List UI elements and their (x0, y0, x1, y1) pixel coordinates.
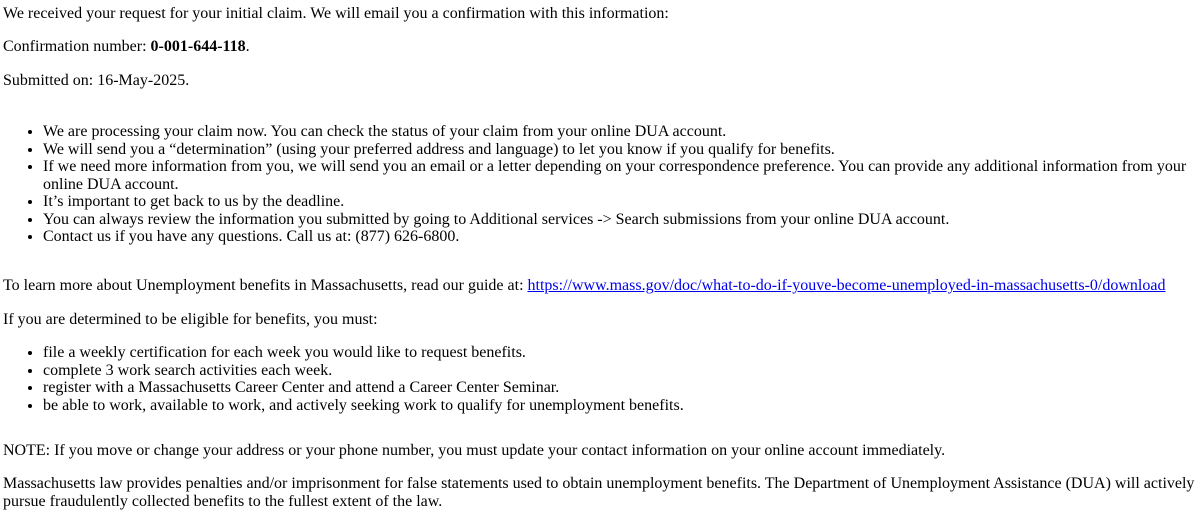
list-item: • It’s important to get back to us by the deadline. (43, 193, 1195, 210)
confirmation-content (3, 5, 1195, 510)
intro-text: We received your request for your initial claim. We will email you a confirmation with this information: (3, 5, 669, 22)
list-item: • If we need more information from you, we will send you an email or a letter depending on your correspondence preference. You can provide any additional information from your online DUA account. (43, 158, 1195, 193)
eligibility-intro: If you are determined to be eligible for benefits, you must: (3, 310, 378, 328)
legal-text: Massachusetts law provides penalties and/or imprisonment for false statements used to obtain unemployment benefits. The Department of Unemployment Assistance (DUA) will actively pursue fraudulently collected benefits to the fullest extent of the law. (3, 475, 1195, 510)
list-item: • We will send you a “determination” (using your preferred address and language) to let you know if you qualify for benefits. (43, 141, 1195, 158)
submitted-line: Submitted on: 16-May-2025. (3, 71, 190, 89)
list-item: • You can always review the information you submitted by going to Additional services -> Search submissions from your online DUA account. (43, 211, 1195, 228)
list-item: • complete 3 work search activities each week. (43, 362, 1195, 379)
list-item: • register with a Massachusetts Career Center and attend a Career Center Seminar. (43, 379, 1195, 396)
guide-link[interactable]: https://www.mass.gov/doc/what-to-do-if-youve-become-unemployed-in-massachusetts-0/download (527, 277, 1166, 295)
list-item: • Contact us if you have any questions. Call us at: (877) 626-6800. (43, 228, 1195, 245)
confirmation-suffix: . (245, 38, 250, 56)
guide-line (3, 277, 1195, 294)
confirmation-line (3, 38, 1195, 55)
confirmation-label: Confirmation number: (3, 38, 147, 56)
note-text: NOTE: If you move or change your address or your phone number, you must update your contact information on your online account immediately. (3, 442, 946, 459)
list-item: • file a weekly certification for each week you would like to request benefits. (43, 344, 1195, 361)
list-item: • We are processing your claim now. You can check the status of your claim from your online DUA account. (43, 123, 1195, 140)
eligibility-list (3, 344, 1195, 414)
confirmation-number: 0-001-644-118 (150, 38, 246, 56)
guide-text: To learn more about Unemployment benefits in Massachusetts, read our guide at: (3, 277, 524, 295)
claim-status-list (3, 123, 1195, 245)
list-item: • be able to work, available to work, and actively seeking work to qualify for unemployment benefits. (43, 397, 1195, 414)
